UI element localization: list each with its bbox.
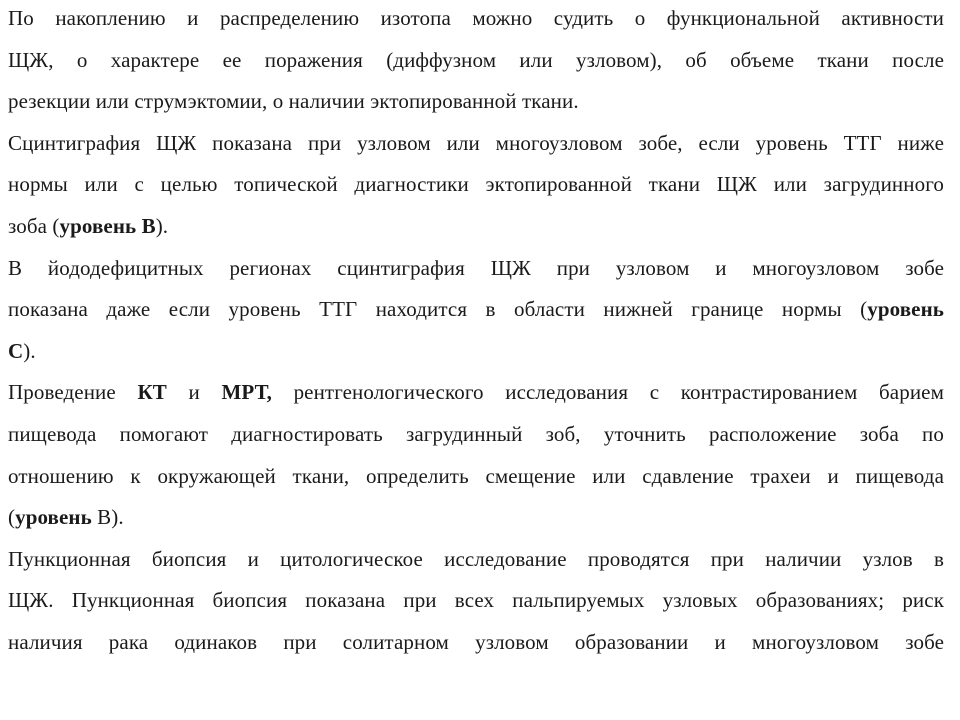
text-segment: ЩЖ. Пункционная биопсия показана при всех пальпируемых узловых образованиях; риск bbox=[8, 588, 944, 613]
bold-text-segment: уровень В bbox=[59, 213, 156, 238]
text-segment: показана даже если уровень ТТГ находится в области нижней границе нормы ( bbox=[8, 297, 868, 322]
text-line bbox=[8, 539, 944, 581]
bold-text-segment: КТ bbox=[137, 380, 167, 405]
text-segment: ). bbox=[155, 213, 169, 238]
text-segment: В). bbox=[91, 505, 124, 530]
paragraph bbox=[8, 372, 944, 538]
text-line bbox=[8, 497, 944, 539]
text-line bbox=[8, 331, 944, 373]
text-segment: ЩЖ, о характере ее поражения (диффузном или узловом), об объеме ткани после bbox=[8, 47, 944, 72]
text-segment: ( bbox=[8, 505, 16, 530]
text-line bbox=[8, 123, 944, 165]
text-segment: Пункционная биопсия и цитологическое исследование проводятся при наличии узлов в bbox=[8, 546, 944, 571]
bold-text-segment: уровень bbox=[867, 297, 944, 322]
text-segment: Проведение bbox=[8, 380, 138, 405]
text-line bbox=[8, 622, 944, 664]
text-segment: В йододефицитных регионах сцинтиграфия ЩЖ при узловом и многоузловом зобе bbox=[8, 255, 944, 280]
text-segment: резекции или струмэктомии, о наличии эктопированной ткани. bbox=[8, 89, 579, 114]
text-line bbox=[8, 372, 944, 414]
paragraph bbox=[8, 539, 944, 664]
bold-text-segment: уровень bbox=[15, 505, 92, 530]
text-line bbox=[8, 248, 944, 290]
text-segment: и bbox=[166, 380, 222, 405]
text-line bbox=[8, 0, 944, 40]
text-segment: наличия рака одинаков при солитарном узловом образовании и многоузловом зобе bbox=[8, 629, 944, 654]
text-line bbox=[8, 289, 944, 331]
text-segment: рентгенологического исследования с контрастированием барием bbox=[271, 380, 944, 405]
text-segment: отношению к окружающей ткани, определить смещение или сдавление трахеи и пищевода bbox=[8, 463, 944, 488]
text-segment: По накоплению и распределению изотопа можно судить о функциональной активности bbox=[8, 6, 944, 30]
paragraph bbox=[8, 123, 944, 248]
text-line bbox=[8, 164, 944, 206]
bold-text-segment: С bbox=[8, 338, 24, 363]
text-line bbox=[8, 456, 944, 498]
text-line bbox=[8, 81, 944, 123]
text-segment: зоба ( bbox=[8, 213, 60, 238]
paragraph bbox=[8, 0, 944, 123]
text-line bbox=[8, 206, 944, 248]
text-segment: пищевода помогают диагностировать загрудинный зоб, уточнить расположение зоба по bbox=[8, 421, 944, 446]
text-line bbox=[8, 414, 944, 456]
text-line bbox=[8, 580, 944, 622]
text-line bbox=[8, 40, 944, 82]
bold-text-segment: МРТ, bbox=[221, 380, 272, 405]
paragraph bbox=[8, 248, 944, 373]
text-segment: Сцинтиграфия ЩЖ показана при узловом или многоузловом зобе, если уровень ТТГ ниже bbox=[8, 130, 944, 155]
text-segment: ). bbox=[23, 338, 36, 363]
document-body bbox=[8, 0, 944, 664]
text-segment: нормы или с целью топической диагностики эктопированной ткани ЩЖ или загрудинного bbox=[8, 172, 944, 197]
